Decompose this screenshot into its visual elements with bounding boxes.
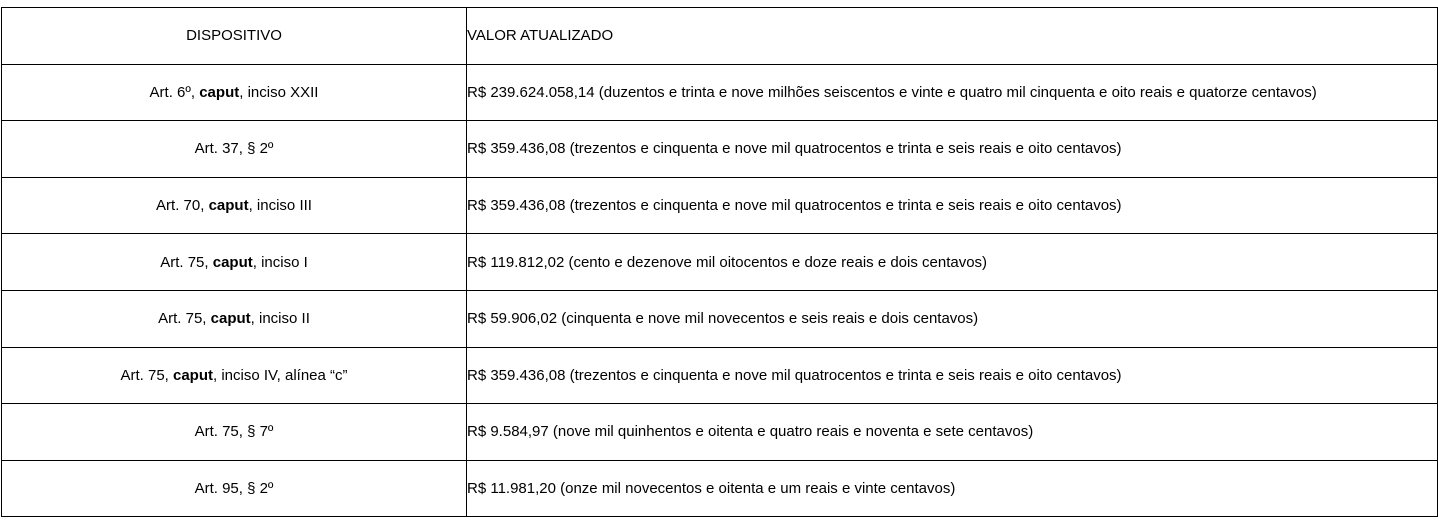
values-table [1,7,1438,517]
dispositivo-text: Art. 6º, [149,83,200,101]
dispositivo-cell [2,177,467,234]
dispositivo-text: Art. 70, [156,197,209,215]
dispositivo-emphasis: caput [173,366,214,384]
dispositivo-text: Art. 95, § 2º [194,480,274,498]
dispositivo-text: Art. 75, [160,253,213,271]
dispositivo-text: Art. 75, [120,366,173,384]
table-row [2,460,1438,517]
table-row [2,347,1438,404]
table-row [2,64,1438,121]
table-header-row [2,8,1438,65]
table-row [2,121,1438,178]
dispositivo-emphasis: caput [199,83,240,101]
dispositivo-text: , inciso II [250,310,310,328]
dispositivo-text: , inciso IV, alínea “c” [213,366,348,384]
dispositivo-cell [2,290,467,347]
header-valor-atualizado: VALOR ATUALIZADO [467,8,1438,65]
valor-cell: R$ 359.436,08 (trezentos e cinquenta e nove mil quatrocentos e trinta e seis reais e oito centavos) [467,121,1438,178]
dispositivo-text: Art. 37, § 2º [194,140,274,158]
valor-cell: R$ 9.584,97 (nove mil quinhentos e oitenta e quatro reais e noventa e sete centavos) [467,404,1438,461]
valor-cell: R$ 359.436,08 (trezentos e cinquenta e nove mil quatrocentos e trinta e seis reais e oito centavos) [467,347,1438,404]
header-dispositivo: DISPOSITIVO [2,8,467,65]
dispositivo-text: , inciso I [252,253,308,271]
dispositivo-text: Art. 75, [158,310,211,328]
table-row [2,177,1438,234]
dispositivo-cell [2,121,467,178]
valor-cell: R$ 239.624.058,14 (duzentos e trinta e nove milhões seiscentos e vinte e quatro mil cinquenta e oito reais e quatorze centavos) [467,64,1438,121]
dispositivo-emphasis: caput [210,310,251,328]
dispositivo-cell [2,404,467,461]
dispositivo-cell [2,460,467,517]
valor-cell: R$ 59.906,02 (cinquenta e nove mil novecentos e seis reais e dois centavos) [467,290,1438,347]
valor-cell: R$ 119.812,02 (cento e dezenove mil oitocentos e doze reais e dois centavos) [467,234,1438,291]
dispositivo-text: Art. 75, § 7º [194,423,274,441]
dispositivo-text: , inciso III [248,197,312,215]
dispositivo-cell [2,347,467,404]
dispositivo-emphasis: caput [208,197,249,215]
table-row [2,404,1438,461]
dispositivo-emphasis: caput [212,253,253,271]
dispositivo-cell [2,234,467,291]
valor-cell: R$ 359.436,08 (trezentos e cinquenta e nove mil quatrocentos e trinta e seis reais e oito centavos) [467,177,1438,234]
table-row [2,234,1438,291]
valor-cell: R$ 11.981,20 (onze mil novecentos e oitenta e um reais e vinte centavos) [467,460,1438,517]
table-row [2,290,1438,347]
dispositivo-text: , inciso XXII [239,83,319,101]
dispositivo-cell [2,64,467,121]
